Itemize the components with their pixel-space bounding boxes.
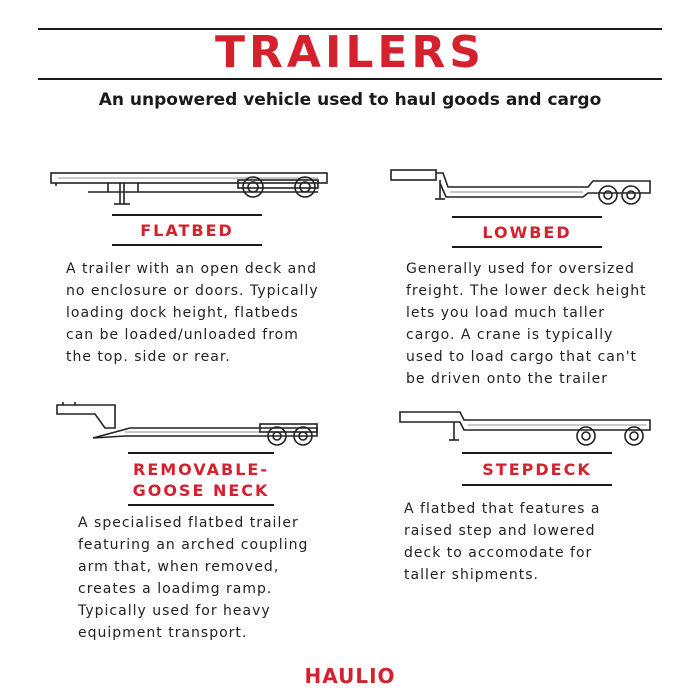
lowbed-description: Generally used for oversized freight. The lower deck height lets you load much taller cargo. A crane is typically used to load cargo that can't be driven onto the trailer	[406, 261, 647, 387]
stepdeck-title: STEPDECK	[482, 460, 592, 479]
flatbed-title-bottom-rule	[112, 244, 262, 246]
stepdeck-title-top-rule	[462, 452, 612, 454]
header-bottom-rule	[38, 78, 662, 80]
stepdeck-description: A flatbed that features a raised step and lowered deck to accomodate for taller shipments.	[404, 501, 601, 583]
stepdeck-title-bottom-rule	[462, 484, 612, 486]
page-subtitle: An unpowered vehicle used to haul goods and cargo	[98, 90, 602, 110]
page-title: TRAILERS	[215, 27, 485, 78]
flatbed-description: A trailer with an open deck and no enclosure or doors. Typically loading dock height, flatbeds can be loaded/unloaded from the top. side or rear.	[66, 261, 319, 365]
lowbed-title-top-rule	[452, 216, 602, 218]
stepdeck-trailer-illustration	[398, 408, 654, 450]
lowbed-title-bottom-rule	[452, 246, 602, 248]
goose-neck-description: A specialised flatbed trailer featuring an arched coupling arm that, when removed, creates a loadimg ramp. Typically used for heavy equipment transport.	[78, 515, 309, 641]
removable-goose-neck-trailer-illustration	[55, 400, 325, 450]
lowbed-trailer-illustration	[388, 165, 656, 207]
goose-neck-title-top-rule	[128, 452, 274, 454]
flatbed-title: FLATBED	[140, 221, 234, 240]
lowbed-title: LOWBED	[482, 223, 572, 242]
haulio-logo: HAULIO	[304, 664, 396, 688]
flatbed-trailer-illustration	[48, 162, 333, 214]
goose-neck-title: REMOVABLE- GOOSE NECK	[132, 460, 270, 500]
goose-neck-title-bottom-rule	[128, 504, 274, 506]
flatbed-title-top-rule	[112, 214, 262, 216]
